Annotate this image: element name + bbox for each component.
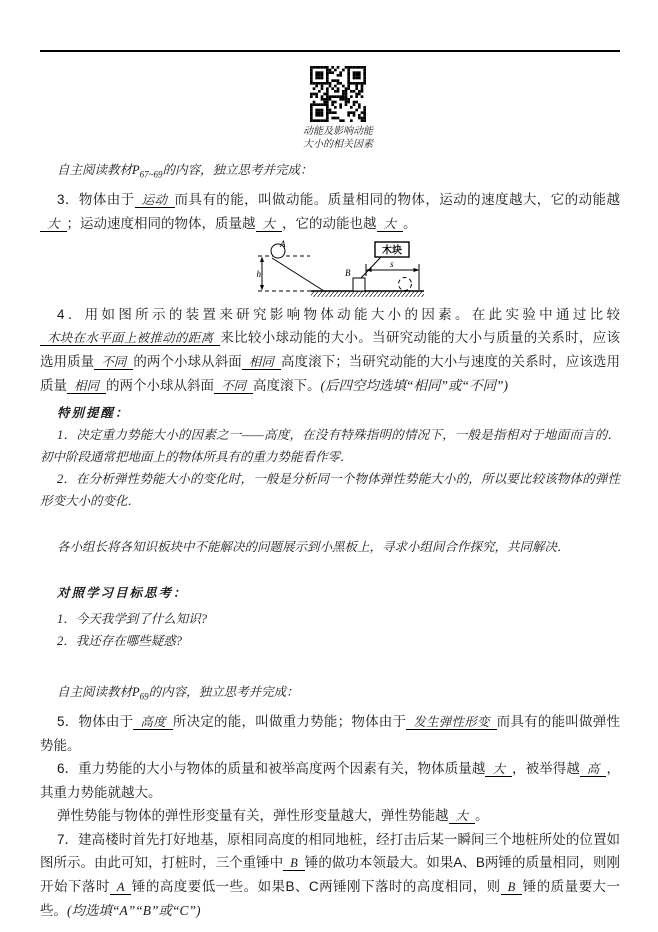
q3-blank-4: 大	[377, 217, 404, 232]
q6b-blank-1: 大	[449, 809, 476, 824]
q4-blank-4: 相同	[67, 379, 106, 394]
q5-blank-2: 发生弹性形变	[406, 715, 496, 730]
q5-blank-1: 高度	[133, 715, 172, 730]
reminder-item-1: 1．决定重力势能大小的因素之一——高度，在没有特殊指明的情况下，一般是指相对于地面而言的．初中阶段通常把地面上的物体所具有的重力势能看作零．	[40, 427, 620, 464]
q4-blank-5: 不同	[214, 379, 253, 394]
q7-text-4: 锤的质量要大一些。	[40, 878, 620, 918]
q6-text-3: ，其重力势能就越大。	[40, 760, 620, 800]
read1-suffix: 的内容，独立思考并完成：	[162, 163, 313, 177]
question-6	[40, 757, 620, 804]
height-label: h	[256, 268, 261, 279]
q3-text-3: ；运动速度相同的物体，质量越	[66, 215, 256, 231]
q6-blank-1: 大	[485, 762, 512, 777]
question-4	[40, 303, 620, 398]
read-instruction-1	[40, 160, 620, 185]
question-7	[40, 828, 620, 922]
reflect-question-1: 1．今天我学到了什么知识?	[57, 611, 208, 626]
q7-text-1: 7．建高楼时首先打好地基，原相同高度的相同地桩，经打击后某一瞬间三个地桩所处的位置如图所示。由此可知，打桩时，三个重锤中	[40, 831, 620, 870]
q5-text-3: 而具有的能叫做弹性势能。	[40, 713, 620, 753]
q6-text-1: 6．重力势能的大小与物体的质量和被举高度两个因素有关，物体质量越	[57, 760, 486, 776]
read2-pages: 69	[139, 691, 149, 702]
read2-prefix: 自主阅读教材P	[57, 685, 140, 699]
q7-blank-1: B	[283, 856, 305, 871]
q3-text-4: ，它的动能也越	[282, 215, 377, 231]
reminder-item-2: 2．在分析弹性势能大小的变化时，一般是分析同一个物体弹性势能大小的，所以要比较该物体的弹性形变大小的变化．	[40, 471, 620, 508]
section-kinetic-energy	[40, 160, 620, 652]
q7-text-2: 锤的做功本领最大。如果A、B两锤的质量相同，则刚开始下落时	[40, 854, 621, 894]
qr-caption-line2: 大小的相关因素	[303, 139, 373, 150]
qr-caption-line1: 动能及影响动能	[303, 126, 373, 137]
q6-blank-2: 高	[580, 762, 607, 777]
q4-blank-1: 木块在水平面上被推动的距离	[40, 331, 220, 346]
read2-suffix: 的内容，独立思考并完成：	[148, 685, 299, 699]
reminder-title: 特别提醒：	[57, 405, 130, 420]
section-potential-energy	[40, 682, 620, 922]
block-b-label: B	[345, 267, 351, 278]
q4-text-2: 来比较小球动能的大小。当研究动能的大小与质量的关系时，应该选用质量	[40, 329, 620, 369]
q4-blank-2: 不同	[94, 355, 133, 370]
q5-text-2: 所决定的能，叫做重力势能；物体由于	[172, 713, 407, 729]
q6b-text-1: 弹性势能与物体的弹性形变量有关，弹性形变量越大，弹性势能越	[57, 807, 449, 823]
q5-text-1: 5．物体由于	[57, 713, 134, 729]
distance-label: s	[390, 258, 394, 269]
q3-text-5: 。	[403, 215, 417, 231]
ball-a-label: A	[280, 238, 286, 249]
q7-blank-3: B	[501, 880, 523, 895]
ghost-ball	[399, 277, 412, 290]
question-5	[40, 710, 620, 757]
qr-code-icon	[310, 66, 366, 122]
q3-blank-2: 大	[40, 217, 67, 232]
q4-text-6: 高度滚下。	[253, 377, 321, 393]
q3-blank-3: 大	[256, 217, 283, 232]
read-instruction-2	[40, 682, 620, 707]
question-6b	[40, 804, 620, 828]
q7-blank-2: A	[110, 880, 132, 895]
q4-text-3: 的两个小球从斜面	[133, 353, 242, 369]
top-divider	[40, 50, 620, 52]
reflect-question-2: 2．我还存在哪些疑惑?	[57, 633, 183, 648]
q4-note: (后四空均选填“相同”或“不同”)	[320, 377, 509, 393]
q3-blank-1: 运动	[135, 193, 175, 208]
q7-text-3: 锤的高度要低一些。如果B、C两锤刚下落时的高度相同，则	[131, 878, 501, 894]
qr-block	[0, 66, 658, 151]
experiment-diagram	[256, 239, 620, 299]
read1-prefix: 自主阅读教材P	[57, 163, 140, 177]
qr-caption	[303, 125, 373, 151]
q4-text-4: 高度滚下；当研究动能的大小与速度的关系时，应该选用质量	[40, 353, 620, 393]
wood-block-callout-label: 木块	[382, 245, 402, 256]
q7-note: (均选填“A”“B”或“C”)	[67, 902, 201, 918]
q6b-text-2: 。	[475, 807, 489, 823]
q4-text-1: 4．用如图所示的装置来研究影响物体动能大小的因素。在此实验中通过比较	[57, 306, 620, 322]
q4-blank-3: 相同	[242, 355, 281, 370]
q3-text-2: 而具有的能，叫做动能。质量相同的物体，运动的速度越大，它的动能越	[174, 191, 620, 207]
reflect-title: 对照学习目标思考：	[57, 585, 188, 600]
q3-text-1: 3．物体由于	[57, 191, 135, 207]
question-3	[40, 188, 620, 236]
incline-line	[272, 258, 324, 291]
block-b	[353, 278, 365, 291]
q6-text-2: ，被举得越	[512, 760, 580, 776]
q4-text-5: 的两个小球从斜面	[106, 377, 215, 393]
read1-pages: 67~69	[139, 169, 163, 180]
group-activity-note: 各小组长将各知识板块中不能解决的问题展示到小黑板上，寻求小组间合作探究，共同解决．	[57, 539, 570, 554]
